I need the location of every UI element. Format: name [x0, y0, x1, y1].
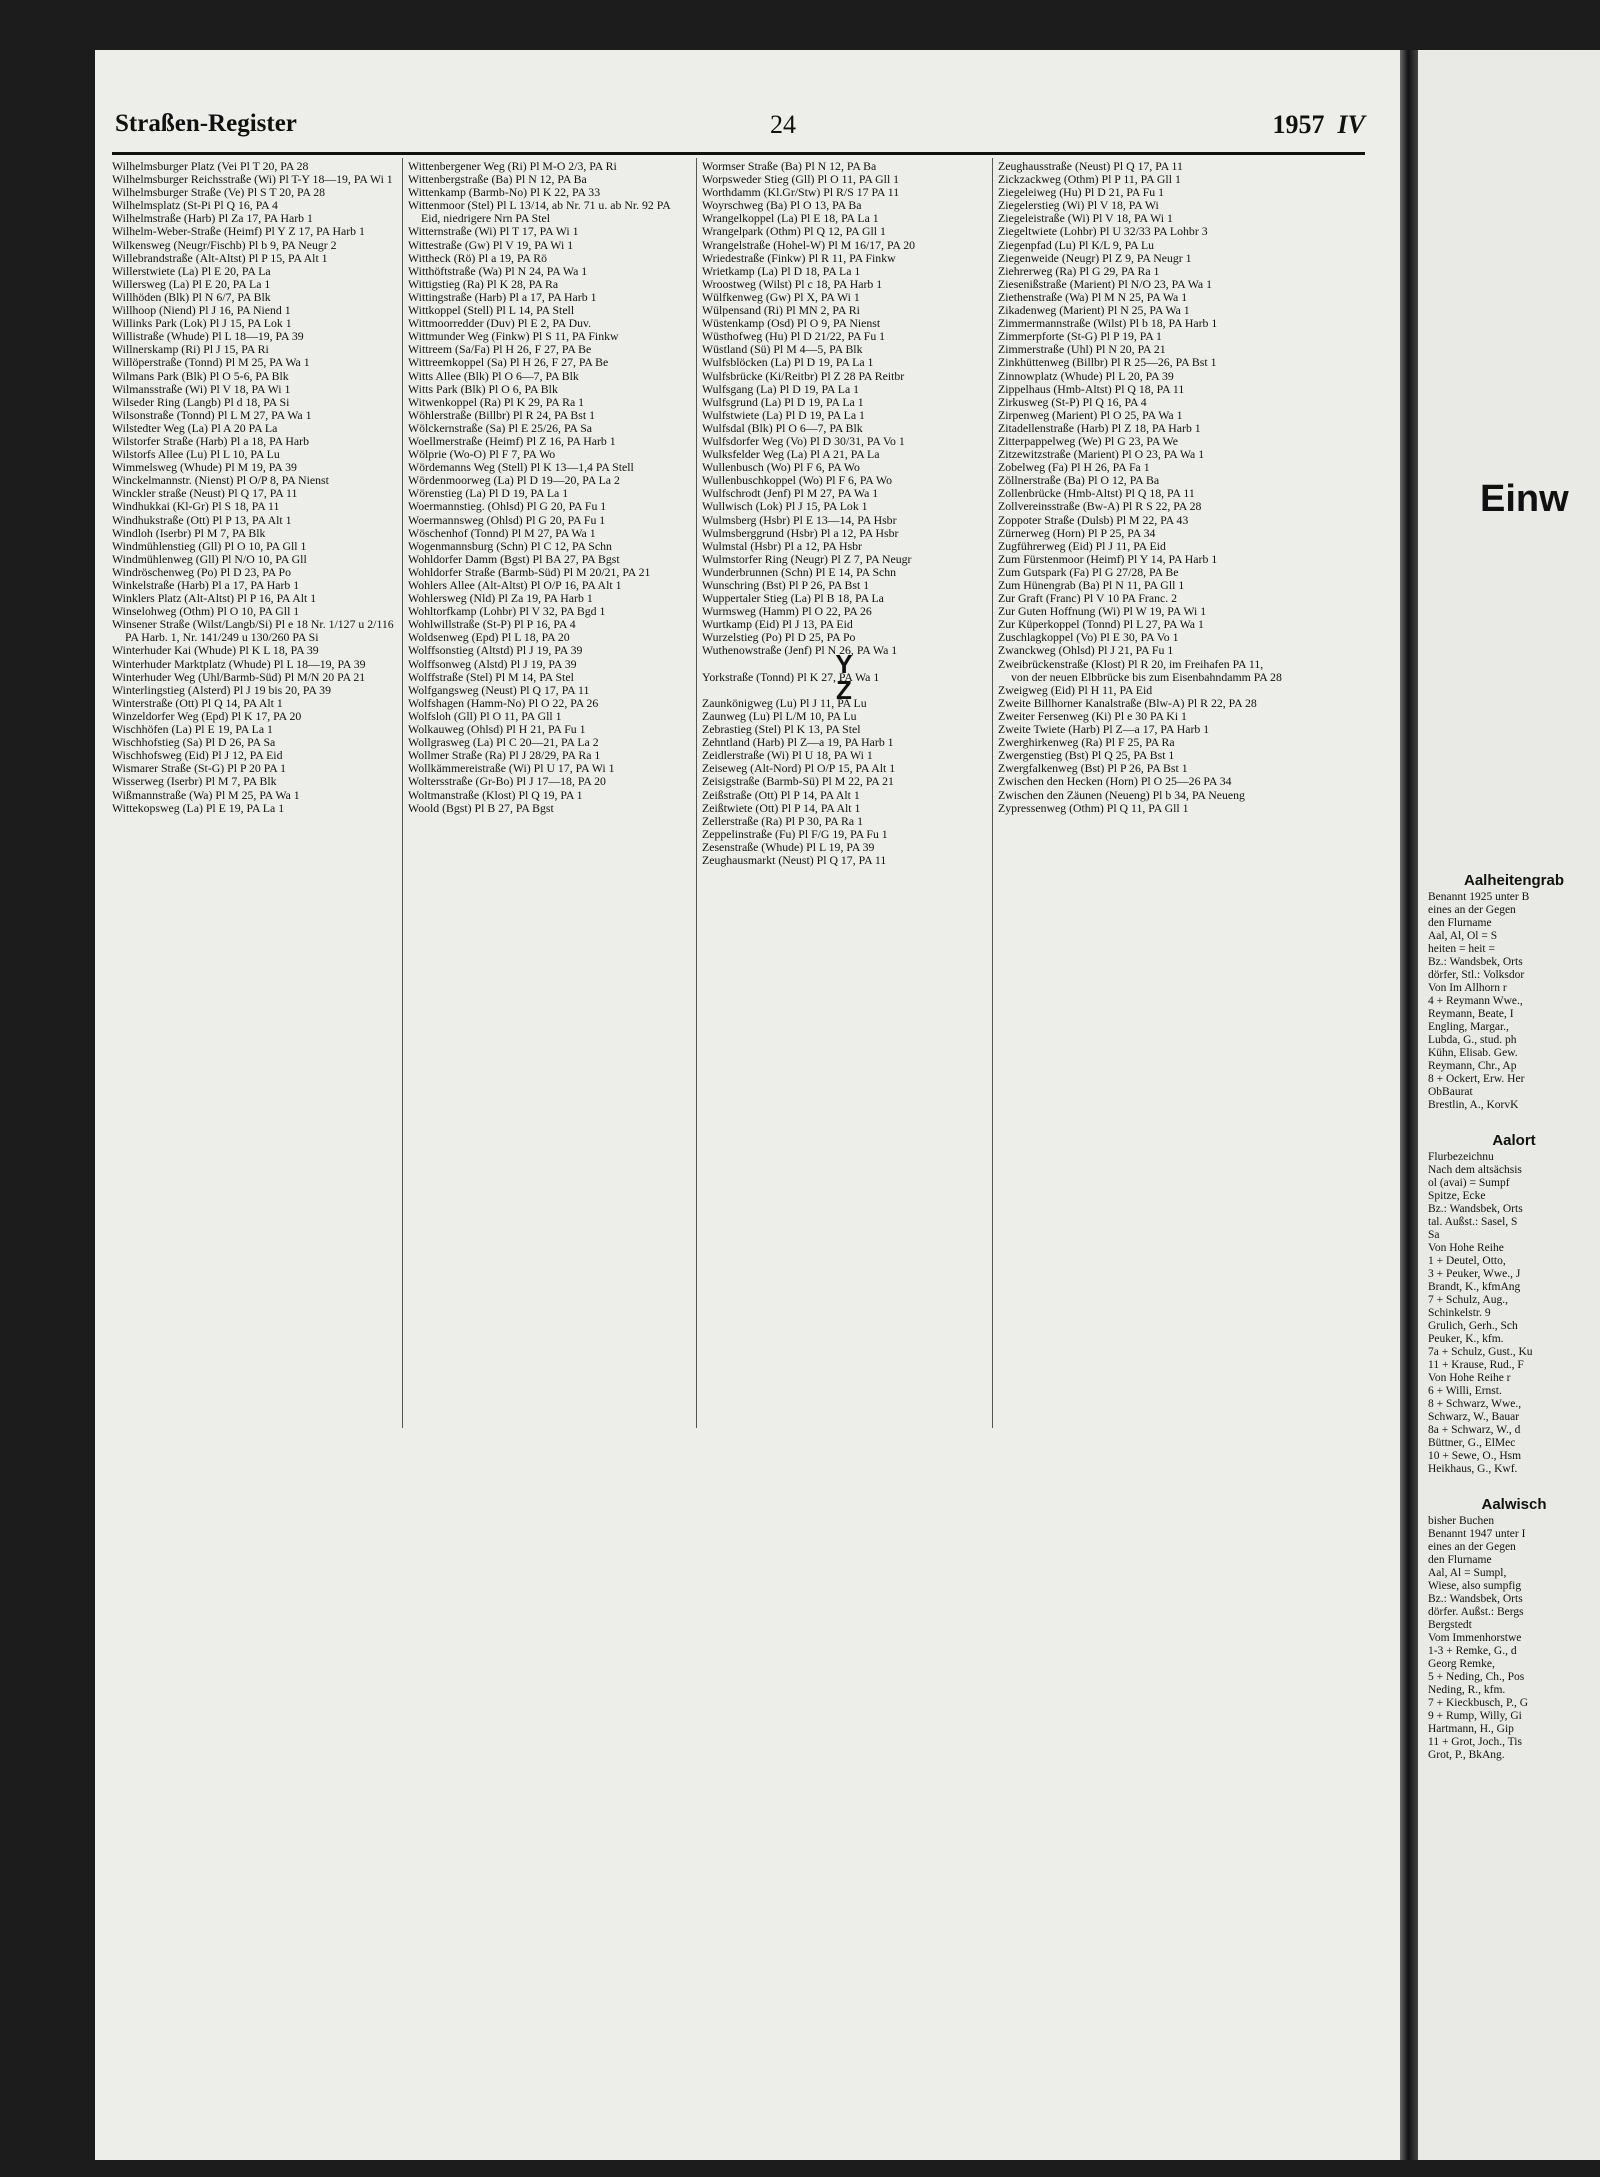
street-entry: Woermannsweg (Ohlsd) Pl G 20, PA Fu 1	[408, 512, 606, 527]
street-entry: Wrietkamp (La) Pl D 18, PA La 1	[702, 263, 861, 278]
street-entry: Wurmsweg (Hamm) Pl O 22, PA 26	[702, 604, 872, 619]
street-entry: Zwerghirkenweg (Ra) Pl F 25, PA Ra	[998, 735, 1175, 750]
street-entry: Winselohweg (Othm) Pl O 10, PA Gll 1	[112, 604, 300, 619]
street-entry: Yorkstraße (Tonnd) Pl K 27, PA Wa 1	[702, 669, 880, 684]
street-entry: Wulfsblöcken (La) Pl D 19, PA La 1	[702, 355, 874, 370]
page-number: 24	[770, 110, 796, 139]
street-entry: Wisserweg (Iserbr) Pl M 7, PA Blk	[112, 774, 277, 789]
street-entry: Zwergfalkenweg (Bst) Pl P 26, PA Bst 1	[998, 761, 1188, 776]
page-header	[115, 108, 1365, 148]
street-entry: Worpsweder Stieg (Gll) Pl O 11, PA Gll 1	[702, 172, 900, 187]
year: 1957	[1272, 110, 1325, 139]
street-entry: Woold (Bgst) Pl B 27, PA Bgst	[408, 800, 554, 815]
street-entry: Witternstraße (Wi) Pl T 17, PA Wi 1	[408, 224, 579, 239]
street-entry: Winckelmannstr. (Nienst) Pl O/P 8, PA Nienst	[112, 473, 329, 488]
street-entry: Zirpenweg (Marient) Pl O 25, PA Wa 1	[998, 407, 1183, 422]
street-entry: Willhöden (Blk) Pl N 6/7, PA Blk	[112, 289, 271, 304]
street-entry: Wolkauweg (Ohlsd) Pl H 21, PA Fu 1	[408, 722, 586, 737]
resident-line: Von Hohe Reihe	[1428, 1242, 1504, 1254]
resident-line: Grulich, Gerh., Sch	[1428, 1320, 1518, 1332]
resident-line: Benannt 1925 unter B	[1428, 891, 1530, 903]
street-entry: Wuthenowstraße (Jenf) Pl N 26, PA Wa 1	[702, 643, 898, 658]
street-entry: Willöperstraße (Tonnd) Pl M 25, PA Wa 1	[112, 355, 310, 370]
street-entry: Wölprie (Wo-O) Pl F 7, PA Wo	[408, 447, 556, 462]
street-entry: Zuschlagkoppel (Vo) Pl E 30, PA Vo 1	[998, 630, 1179, 645]
resident-line: Nach dem altsächsis	[1428, 1164, 1522, 1176]
street-entry: Zollenbrücke (Hmb-Altst) Pl Q 18, PA 11	[998, 486, 1195, 501]
resident-line: Reymann, Beate, I	[1428, 1008, 1514, 1020]
street-entry: Wittekopsweg (La) Pl E 19, PA La 1	[112, 800, 285, 815]
street-entry: Wilmans Park (Blk) Pl O 5-6, PA Blk	[112, 368, 289, 383]
street-entry: Zweiter Fersenweg (Ki) Pl e 30 PA Ki 1	[998, 708, 1187, 723]
resident-line: Kühn, Elisab. Gew.	[1428, 1047, 1518, 1059]
street-entry: Wördenmoorweg (La) Pl D 19—20, PA La 2	[408, 473, 620, 488]
resident-line: Schwarz, W., Bauar	[1428, 1411, 1520, 1423]
resident-line: Bz.: Wandsbek, Orts	[1428, 1203, 1523, 1215]
street-entry: Winklers Platz (Alt-Altst) Pl P 16, PA Alt 1	[112, 591, 317, 606]
street-entry: Zeißtwiete (Ott) Pl P 14, PA Alt 1	[702, 800, 861, 815]
street-entry: Wilhelmstraße (Harb) Pl Za 17, PA Harb 1	[112, 211, 313, 226]
resident-line: Bergstedt	[1428, 1619, 1472, 1631]
street-entry: Willnerskamp (Ri) Pl J 15, PA Ri	[112, 342, 269, 357]
street-entry: Winterhuder Kai (Whude) Pl K L 18, PA 39	[112, 643, 319, 658]
street-entry: Wulmstal (Hsbr) Pl a 12, PA Hsbr	[702, 538, 862, 553]
street-entry: Zypressenweg (Othm) Pl Q 11, PA Gll 1	[998, 800, 1189, 815]
street-entry: Wilmansstraße (Wi) Pl V 18, PA Wi 1	[112, 381, 291, 396]
street-entry: Windmühlenweg (Gll) Pl N/O 10, PA Gll	[112, 551, 307, 566]
resident-line: Schinkelstr. 9	[1428, 1307, 1491, 1319]
column-divider	[402, 158, 403, 1428]
street-entry: Wohldorfer Damm (Bgst) Pl BA 27, PA Bgst	[408, 551, 620, 566]
street-entry: Zweibrückenstraße (Klost) Pl R 20, im Freihafen PA 11, von der neuen Elbbrücke bis zum Eisenbahndamm PA 28	[998, 656, 1282, 684]
street-entry: Wilhelmsburger Platz (Vei Pl T 20, PA 28	[112, 159, 309, 173]
street-entry: Wulmsberg (Hsbr) Pl E 13—14, PA Hsbr	[702, 512, 897, 527]
resident-line: 7a + Schulz, Gust., Ku	[1428, 1346, 1533, 1358]
next-page-entries	[1428, 870, 1600, 1780]
street-entry: Zitadellenstraße (Harb) Pl Z 18, PA Harb 1	[998, 420, 1201, 435]
street-entry: Zwischen den Zäunen (Neueng) Pl b 34, PA Neueng	[998, 787, 1245, 802]
resident-line: ol (avai) = Sumpf	[1428, 1177, 1510, 1189]
resident-line: 10 + Sewe, O., Hsm	[1428, 1450, 1522, 1462]
resident-line: tal. Außst.: Sasel, S	[1428, 1216, 1518, 1228]
volume: IV	[1337, 110, 1365, 139]
column-divider	[992, 158, 993, 1428]
street-entry: Windmühlenstieg (Gll) Pl O 10, PA Gll 1	[112, 538, 307, 553]
street-entry: Wulmsberggrund (Hsbr) Pl a 12, PA Hsbr	[702, 525, 899, 540]
street-entry: Wulfsgrund (La) Pl D 19, PA La 1	[702, 394, 864, 409]
street-entry: Wörenstieg (La) Pl D 19, PA La 1	[408, 486, 569, 501]
next-page-heading: Einw	[1480, 478, 1569, 520]
street-entry: Zaunkönigweg (Lu) Pl J 11, PA Lu	[702, 695, 867, 710]
street-entry: Witthöftstraße (Wa) Pl N 24, PA Wa 1	[408, 263, 588, 278]
section-title: Aalheitengrab	[1463, 872, 1565, 889]
resident-line: ObBaurat	[1428, 1086, 1473, 1098]
street-entry: Wilhelmsburger Reichsstraße (Wi) Pl T-Y 18—19, PA Wi 1	[112, 172, 393, 187]
street-entry: Wohlwillstraße (St-P) Pl P 16, PA 4	[408, 617, 576, 632]
street-entry: Zwanckweg (Ohlsd) Pl J 21, PA Fu 1	[998, 643, 1174, 658]
street-entry: Zollvereinsstraße (Bw-A) Pl R S 22, PA 28	[998, 499, 1202, 514]
street-entry: Wischhofsweg (Eid) Pl J 12, PA Eid	[112, 748, 283, 763]
street-entry: Willistraße (Whude) Pl L 18—19, PA 39	[112, 329, 304, 344]
street-entry: Winterhuder Weg (Uhl/Barmb-Süd) Pl M/N 20 PA 21	[112, 669, 366, 684]
street-entry: Wismarer Straße (St-G) Pl P 20 PA 1	[112, 761, 286, 776]
street-entry: Zehntland (Harb) Pl Z—a 19, PA Harb 1	[702, 735, 894, 750]
street-entry: Wriedestraße (Finkw) Pl R 11, PA Finkw	[702, 250, 896, 265]
street-entry: Ziesenißstraße (Marient) Pl N/O 23, PA Wa 1	[998, 276, 1212, 291]
street-entry: Wohltorfkamp (Lohbr) Pl V 32, PA Bgd 1	[408, 604, 606, 619]
street-entry: Zur Küperkoppel (Tonnd) Pl L 27, PA Wa 1	[998, 617, 1204, 632]
street-entry: Wülfkenweg (Gw) Pl X, PA Wi 1	[702, 289, 860, 304]
resident-line: Spitze, Ecke	[1428, 1190, 1486, 1202]
street-entry: Ziehrerweg (Ra) Pl G 29, PA Ra 1	[998, 263, 1160, 278]
resident-line: 4 + Reymann Wwe.,	[1428, 995, 1523, 1007]
street-entry: Zweite Billhorner Kanalstraße (Blw-A) Pl R 22, PA 28	[998, 695, 1257, 710]
resident-line: Georg Remke,	[1428, 1658, 1495, 1670]
street-entry: Wißmannstraße (Wa) Pl M 25, PA Wa 1	[112, 787, 300, 802]
street-entry: Woldsenweg (Epd) Pl L 18, PA 20	[408, 630, 570, 645]
resident-line: Peuker, K., kfm.	[1428, 1333, 1504, 1345]
street-column-2	[408, 160, 692, 815]
street-entry: Zöllnerstraße (Ba) Pl O 12, PA Ba	[998, 473, 1160, 488]
street-entry: Zebrastieg (Stel) Pl K 13, PA Stel	[702, 722, 861, 737]
street-entry: Wulksfelder Weg (La) Pl A 21, PA La	[702, 447, 880, 462]
street-entry: Wittreem (Sa/Fa) Pl H 26, F 27, PA Be	[408, 342, 592, 357]
street-entry: Wilkensweg (Neugr/Fischb) Pl b 9, PA Neugr 2	[112, 237, 337, 252]
resident-line: 1-3 + Remke, G., d	[1428, 1645, 1517, 1657]
street-entry: Wilhelmsburger Straße (Ve) Pl S T 20, PA 28	[112, 185, 326, 200]
resident-line: Grot, P., BkAng.	[1428, 1749, 1505, 1761]
resident-line: Sa	[1428, 1229, 1440, 1241]
street-entry: Willebrandstraße (Alt-Altst) Pl P 15, PA Alt 1	[112, 250, 328, 265]
street-entry: Winkelstraße (Harb) Pl a 17, PA Harb 1	[112, 578, 300, 592]
street-entry: Willerstwiete (La) Pl E 20, PA La	[112, 263, 271, 278]
street-entry: Windhukstraße (Ott) Pl P 13, PA Alt 1	[112, 512, 292, 527]
street-entry: Ziegeleistraße (Wi) Pl V 18, PA Wi 1	[998, 211, 1173, 226]
street-entry: Ziethenstraße (Wa) Pl M N 25, PA Wa 1	[998, 289, 1188, 304]
street-entry: Witts Park (Blk) Pl O 6, PA Blk	[408, 381, 558, 396]
street-entry: Wolfgangsweg (Neust) Pl Q 17, PA 11	[408, 682, 590, 697]
street-entry: Zeißstraße (Ott) Pl P 14, PA Alt 1	[702, 787, 860, 802]
street-entry: Witwenkoppel (Ra) Pl K 29, PA Ra 1	[408, 394, 585, 409]
street-entry: Zesenstraße (Whude) Pl L 19, PA 39	[702, 839, 875, 854]
resident-line: heiten = heit =	[1428, 943, 1495, 955]
register-title: Straßen-Register	[115, 110, 297, 137]
street-entry: Zitzewitzstraße (Marient) Pl O 23, PA Wa 1	[998, 447, 1205, 462]
resident-line: Lubda, G., stud. ph	[1428, 1034, 1517, 1046]
street-entry: Wilstedter Weg (La) Pl A 20 PA La	[112, 420, 278, 435]
street-entry: Zeiseweg (Alt-Nord) Pl O/P 15, PA Alt 1	[702, 761, 896, 776]
street-entry: Winzeldorfer Weg (Epd) Pl K 17, PA 20	[112, 708, 302, 723]
year-volume	[1273, 110, 1365, 140]
street-column-1	[112, 160, 396, 815]
resident-line: Benannt 1947 unter I	[1428, 1528, 1526, 1540]
street-entry: Zeughausmarkt (Neust) Pl Q 17, PA 11	[702, 852, 887, 867]
street-entry: Wohldorfer Straße (Barmb-Süd) Pl M 20/21, PA 21	[408, 564, 651, 579]
street-entry: Wurzelstieg (Po) Pl D 25, PA Po	[702, 630, 856, 645]
street-entry: Wuppertaler Stieg (La) Pl B 18, PA La	[702, 591, 884, 606]
street-entry: Ziegeltwiete (Lohbr) Pl U 32/33 PA Lohbr 3	[998, 224, 1208, 239]
street-entry: Wilhelm-Weber-Straße (Heimf) Pl Y Z 17, PA Harb 1	[112, 224, 365, 239]
resident-line: 5 + Neding, Ch., Pos	[1428, 1671, 1525, 1683]
street-entry: Wullwisch (Lok) Pl J 15, PA Lok 1	[702, 499, 868, 514]
street-entry: Zweigweg (Eid) Pl H 11, PA Eid	[998, 682, 1153, 697]
street-entry: Wittmoorredder (Duv) Pl E 2, PA Duv.	[408, 316, 592, 331]
street-column-3	[702, 160, 986, 867]
street-entry: Wittigstieg (Ra) Pl K 28, PA Ra	[408, 276, 559, 291]
street-entry: Wullenbusch (Wo) Pl F 6, PA Wo	[702, 460, 860, 475]
resident-line: Vom Immenhorstwe	[1428, 1632, 1522, 1644]
street-entry: Windröschenweg (Po) Pl D 23, PA Po	[112, 564, 291, 579]
resident-line: Wiese, also sumpfig	[1428, 1580, 1522, 1592]
street-entry: Wilstorfer Straße (Harb) Pl a 18, PA Harb	[112, 433, 309, 448]
street-entry: Zeisigstraße (Barmb-Sü) Pl M 22, PA 21	[702, 774, 894, 789]
resident-line: 8 + Schwarz, Wwe.,	[1428, 1398, 1522, 1410]
resident-line: den Flurname	[1428, 1554, 1492, 1566]
street-entry: Wittenkamp (Barmb-No) Pl K 22, PA 33	[408, 185, 601, 200]
street-entry: Zellerstraße (Ra) Pl P 30, PA Ra 1	[702, 813, 863, 828]
street-entry: Zirkusweg (St-P) Pl Q 16, PA 4	[998, 394, 1147, 409]
street-entry: Willinks Park (Lok) Pl J 15, PA Lok 1	[112, 316, 292, 331]
street-entry: Woyrschweg (Ba) Pl O 13, PA Ba	[702, 198, 862, 213]
resident-line: Aal, Al = Sumpl,	[1428, 1567, 1507, 1579]
street-entry: Zur Guten Hoffnung (Wi) Pl W 19, PA Wi 1	[998, 604, 1207, 619]
street-entry: Zinkhüttenweg (Billbr) Pl R 25—26, PA Bst 1	[998, 355, 1217, 370]
street-entry: Zikadenweg (Marient) Pl N 25, PA Wa 1	[998, 303, 1190, 318]
resident-line: Brestlin, A., KorvK	[1428, 1099, 1519, 1111]
street-entry: Wrangelstraße (Hohel-W) Pl M 16/17, PA 20	[702, 237, 916, 252]
street-entry: Wormser Straße (Ba) Pl N 12, PA Ba	[702, 159, 877, 173]
street-entry: Wolffstraße (Stel) Pl M 14, PA Stel	[408, 669, 574, 684]
street-entry: Zeppelinstraße (Fu) Pl F/G 19, PA Fu 1	[702, 826, 888, 841]
street-entry: Wurtkamp (Eid) Pl J 13, PA Eid	[702, 617, 853, 632]
resident-line: eines an der Gegen	[1428, 1541, 1516, 1553]
street-entry: Wilhelmsplatz (St-Pi Pl Q 16, PA 4	[112, 198, 278, 213]
street-entry: Wöhlerstraße (Billbr) Pl R 24, PA Bst 1	[408, 407, 596, 422]
resident-line: bisher Buchen	[1428, 1515, 1495, 1527]
street-entry: Wimmelsweg (Whude) Pl M 19, PA 39	[112, 460, 297, 475]
resident-line: 11 + Krause, Rud., F	[1428, 1359, 1524, 1371]
street-entry: Zippelhaus (Hmb-Altst) Pl Q 18, PA 11	[998, 381, 1185, 396]
street-entry: Wülpensand (Ri) Pl MN 2, PA Ri	[702, 303, 860, 318]
street-entry: Wunderbrunnen (Schn) Pl E 14, PA Schn	[702, 564, 897, 579]
resident-line: dörfer, Stl.: Volksdor	[1428, 969, 1525, 981]
street-entry: Zimmerstraße (Uhl) Pl N 20, PA 21	[998, 342, 1166, 357]
street-entry: Wohlersweg (Nld) Pl Za 19, PA Harb 1	[408, 591, 593, 606]
street-entry: Zum Hünengrab (Ba) Pl N 11, PA Gll 1	[998, 578, 1185, 592]
street-entry: Zimmermannstraße (Wilst) Pl b 18, PA Harb 1	[998, 316, 1218, 331]
resident-line: dörfer. Außst.: Bergs	[1428, 1606, 1524, 1618]
resident-line: Brandt, K., kfmAng	[1428, 1281, 1521, 1293]
street-entry: Wüsthofweg (Hu) Pl D 21/22, PA Fu 1	[702, 329, 886, 344]
resident-line: Neding, R., kfm.	[1428, 1684, 1506, 1696]
street-entry: Wrangelkoppel (La) Pl E 18, PA La 1	[702, 211, 879, 226]
street-entry: Winsener Straße (Wilst/Langb/Si) Pl e 18 Nr. 1/127 u 2/116 PA Harb. 1, Nr. 141/249 u 130/260 PA Si	[112, 617, 394, 645]
street-entry: Wittestraße (Gw) Pl V 19, PA Wi 1	[408, 237, 574, 252]
street-entry: Winterstraße (Ott) Pl Q 14, PA Alt 1	[112, 695, 283, 710]
street-entry: Wolffsonweg (Alstd) Pl J 19, PA 39	[408, 656, 577, 671]
street-entry: Wittenbergstraße (Ba) Pl N 12, PA Ba	[408, 172, 587, 187]
street-entry: Zwergenstieg (Bst) Pl Q 25, PA Bst 1	[998, 748, 1175, 763]
street-entry: Zum Fürstenmoor (Heimf) Pl Y 14, PA Harb 1	[998, 551, 1218, 566]
street-entry: Winterhuder Marktplatz (Whude) Pl L 18—19, PA 39	[112, 656, 366, 671]
street-entry: Wittheck (Rö) Pl a 19, PA Rö	[408, 250, 548, 265]
street-entry: Wulmstorfer Ring (Neugr) Pl Z 7, PA Neugr	[702, 551, 912, 566]
street-entry: Wolfshagen (Hamm-No) Pl O 22, PA 26	[408, 695, 599, 710]
street-entry: Wittenbergener Weg (Ri) Pl M-O 2/3, PA Ri	[408, 159, 617, 173]
resident-line: den Flurname	[1428, 917, 1492, 929]
resident-line: 3 + Peuker, Wwe., J	[1428, 1268, 1521, 1280]
street-entry: Wilsonstraße (Tonnd) Pl L M 27, PA Wa 1	[112, 407, 312, 422]
resident-line: Büttner, G., ElMec	[1428, 1437, 1516, 1449]
street-entry: Zoppoter Straße (Dulsb) Pl M 22, PA 43	[998, 512, 1189, 527]
resident-line: 1 + Deutel, Otto,	[1428, 1255, 1506, 1267]
street-entry: Wölckernstraße (Sa) Pl E 25/26, PA Sa	[408, 420, 593, 435]
street-entry: Ziegelerstieg (Wi) Pl V 18, PA Wi	[998, 198, 1159, 213]
street-entry: Willhoop (Niend) Pl J 16, PA Niend 1	[112, 303, 291, 318]
street-entry: Windhukkai (Kl-Gr) Pl S 18, PA 11	[112, 499, 280, 514]
street-entry: Wogenmannsburg (Schn) Pl C 12, PA Schn	[408, 538, 612, 553]
street-entry: Zur Graft (Franc) Pl V 10 PA Franc. 2	[998, 591, 1178, 606]
street-entry: Zeughausstraße (Neust) Pl Q 17, PA 11	[998, 159, 1183, 173]
resident-line: Von Hohe Reihe r	[1428, 1372, 1511, 1384]
street-entry: Ziegenweide (Neugr) Pl Z 9, PA Neugr 1	[998, 250, 1192, 265]
street-entry: Wöschenhof (Tonnd) Pl M 27, PA Wa 1	[408, 525, 596, 540]
street-entry: Wollkämmereistraße (Wi) Pl U 17, PA Wi 1	[408, 761, 615, 776]
street-entry: Zaunweg (Lu) Pl L/M 10, PA Lu	[702, 708, 857, 723]
resident-line: 6 + Willi, Ernst.	[1428, 1385, 1502, 1397]
street-entry: Wilstorfs Allee (Lu) Pl L 10, PA Lu	[112, 447, 280, 462]
street-entry: Wördemanns Weg (Stell) Pl K 13—1,4 PA Stell	[408, 460, 634, 475]
resident-line: 8a + Schwarz, W., d	[1428, 1424, 1521, 1436]
section-letter: Z	[836, 674, 852, 705]
street-entry: Witts Allee (Blk) Pl O 6—7, PA Blk	[408, 368, 579, 383]
column-divider	[696, 158, 697, 1428]
street-entry: Wollmer Straße (Ra) Pl J 28/29, PA Ra 1	[408, 748, 601, 763]
street-entry: Wulfsgang (La) Pl D 19, PA La 1	[702, 381, 860, 396]
resident-line: Engling, Margar.,	[1428, 1021, 1509, 1033]
street-entry: Woltersstraße (Gr-Bo) Pl J 17—18, PA 20	[408, 774, 606, 789]
resident-line: 11 + Grot, Joch., Tis	[1428, 1736, 1522, 1748]
street-entry: Willersweg (La) Pl E 20, PA La 1	[112, 276, 271, 291]
street-entry: Wulfschrodt (Jenf) Pl M 27, PA Wa 1	[702, 486, 879, 501]
street-entry: Winterlingstieg (Alsterd) Pl J 19 bis 20, PA 39	[112, 682, 331, 697]
street-entry: Zugführerweg (Eid) Pl J 11, PA Eid	[998, 538, 1166, 553]
street-entry: Wulfsbrücke (Ki/Reitbr) Pl Z 28 PA Reitbr	[702, 368, 905, 383]
street-entry: Ziegeleiweg (Hu) Pl D 21, PA Fu 1	[998, 185, 1165, 200]
street-entry: Zeidlerstraße (Wi) Pl U 18, PA Wi 1	[702, 748, 873, 763]
book-spine	[1400, 50, 1418, 2160]
street-entry: Zweite Twiete (Harb) Pl Z—a 17, PA Harb 1	[998, 722, 1210, 737]
resident-line: Aal, Al, Ol = S	[1428, 930, 1498, 942]
section-letter: Y	[835, 648, 853, 679]
section-title: Aalwisch	[1481, 1496, 1547, 1513]
street-entry: Wullenbuschkoppel (Wo) Pl F 6, PA Wo	[702, 473, 892, 488]
section-title: Aalort	[1492, 1132, 1536, 1149]
resident-line: eines an der Gegen	[1428, 904, 1516, 916]
resident-line: Heikhaus, G., Kwf.	[1428, 1463, 1518, 1475]
street-entry: Ziegenpfad (Lu) Pl K/L 9, PA Lu	[998, 237, 1155, 252]
street-entry: Zobelweg (Fa) Pl H 26, PA Fa 1	[998, 460, 1150, 475]
street-entry: Wrangelpark (Othm) Pl Q 12, PA Gll 1	[702, 224, 886, 239]
street-entry: Wulfsdal (Blk) Pl O 6—7, PA Blk	[702, 420, 863, 435]
street-entry: Woellmerstraße (Heimf) Pl Z 16, PA Harb 1	[408, 433, 616, 448]
street-entry: Wunschring (Bst) Pl P 26, PA Bst 1	[702, 578, 870, 592]
street-entry: Zickzackweg (Othm) Pl P 11, PA Gll 1	[998, 172, 1181, 187]
resident-line: 8 + Ockert, Erw. Her	[1428, 1073, 1525, 1085]
street-entry: Zürnerweg (Horn) Pl P 25, PA 34	[998, 525, 1156, 540]
street-entry: Wittingstraße (Harb) Pl a 17, PA Harb 1	[408, 289, 597, 304]
street-entry: Wischhofstieg (Sa) Pl D 26, PA Sa	[112, 735, 276, 750]
resident-line: Von Im Allhorn r	[1428, 982, 1507, 994]
street-entry: Zitterpappelweg (We) Pl G 23, PA We	[998, 433, 1178, 448]
street-entry: Zum Gutspark (Fa) Pl G 27/28, PA Be	[998, 564, 1179, 579]
street-entry: Wolffsonstieg (Altstd) Pl J 19, PA 39	[408, 643, 583, 658]
street-entry: Wittenmoor (Stel) Pl L 13/14, ab Nr. 71 u. ab Nr. 92 PA Eid, niedrigere Nrn PA Stel	[408, 198, 671, 226]
street-entry: Wolfsloh (Gll) Pl O 11, PA Gll 1	[408, 708, 562, 723]
street-entry: Wulfsdorfer Weg (Vo) Pl D 30/31, PA Vo 1	[702, 433, 905, 448]
street-entry: Zwischen den Hecken (Horn) Pl O 25—26 PA 34	[998, 774, 1232, 789]
resident-line: 7 + Schulz, Aug.,	[1428, 1294, 1508, 1306]
street-entry: Wulfstwiete (La) Pl D 19, PA La 1	[702, 407, 865, 422]
street-entry: Wollgrasweg (La) Pl C 20—21, PA La 2	[408, 735, 599, 750]
street-entry: Wilseder Ring (Langb) Pl d 18, PA Si	[112, 394, 290, 409]
resident-line: Flurbezeichnu	[1428, 1151, 1494, 1163]
street-entry: Woltmanstraße (Klost) Pl Q 19, PA 1	[408, 787, 583, 802]
resident-line: 7 + Kieckbusch, P., G	[1428, 1697, 1529, 1709]
street-column-4	[998, 160, 1282, 815]
street-entry: Wischhöfen (La) Pl E 19, PA La 1	[112, 722, 273, 737]
street-entry: Zinnowplatz (Whude) Pl L 20, PA 39	[998, 368, 1174, 383]
street-entry: Wittkoppel (Stell) Pl L 14, PA Stell	[408, 303, 575, 318]
resident-line: Reymann, Chr., Ap	[1428, 1060, 1517, 1072]
street-entry: Wroostweg (Wilst) Pl c 18, PA Harb 1	[702, 276, 883, 291]
street-entry: Zimmerpforte (St-G) Pl P 19, PA 1	[998, 329, 1162, 344]
street-entry: Wittreemkoppel (Sa) Pl H 26, F 27, PA Be	[408, 355, 609, 370]
resident-line: 9 + Rump, Willy, Gi	[1428, 1710, 1522, 1722]
street-entry: Woermannstieg. (Ohlsd) Pl G 20, PA Fu 1	[408, 499, 607, 514]
resident-line: Bz.: Wandsbek, Orts	[1428, 1593, 1523, 1605]
street-entry: Wüstland (Sü) Pl M 4—5, PA Blk	[702, 342, 863, 357]
street-entry: Windloh (Iserbr) Pl M 7, PA Blk	[112, 525, 266, 540]
street-entry: Wohlers Allee (Alt-Altst) Pl O/P 16, PA Alt 1	[408, 578, 622, 592]
resident-line: Hartmann, H., Gip	[1428, 1723, 1514, 1735]
header-rule	[112, 152, 1365, 155]
street-entry: Wittmunder Weg (Finkw) Pl S 11, PA Finkw	[408, 329, 619, 344]
street-entry: Wüstenkamp (Osd) Pl O 9, PA Nienst	[702, 316, 881, 331]
street-entry: Worthdamm (Kl.Gr/Stw) Pl R/S 17 PA 11	[702, 185, 900, 200]
resident-line: Bz.: Wandsbek, Orts	[1428, 956, 1523, 968]
street-entry: Winckler straße (Neust) Pl Q 17, PA 11	[112, 486, 298, 501]
